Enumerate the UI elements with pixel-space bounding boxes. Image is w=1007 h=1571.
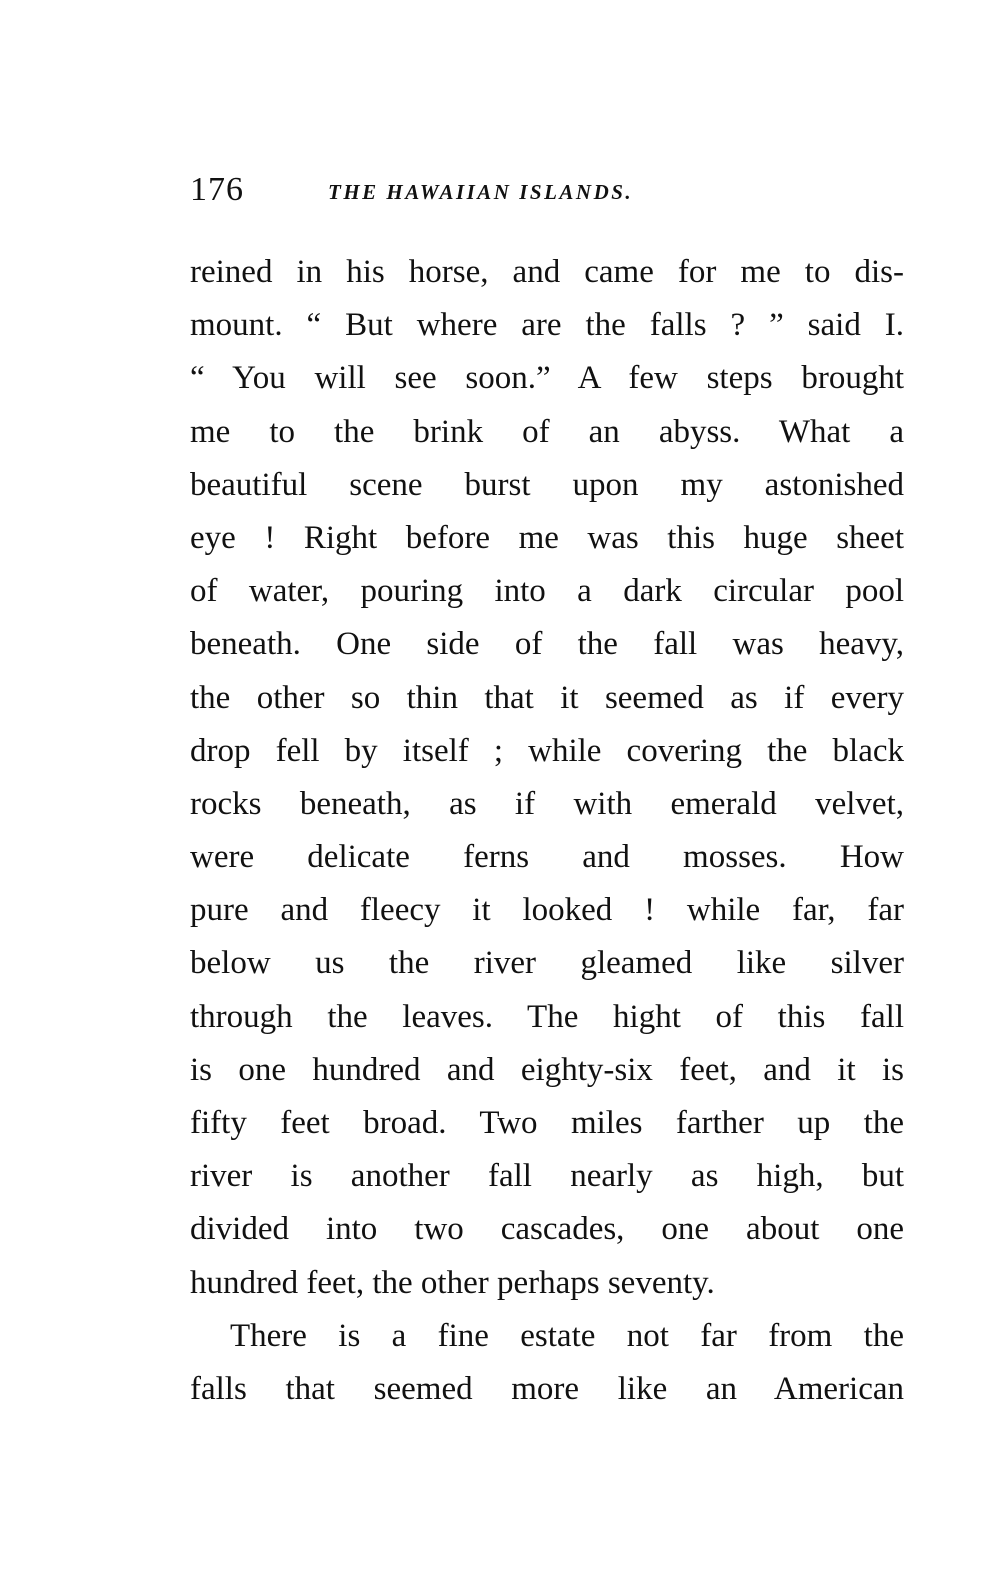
paragraph-2 [190,1310,904,1416]
text-line: falls that seemed more like an American [190,1370,904,1407]
text-line: were delicate ferns and mosses. How [190,839,904,876]
page-number: 176 [190,171,244,208]
text-line: hundred feet, the other perhaps seventy. [190,1264,715,1301]
text-line: of water, pouring into a dark circular pool [190,573,904,610]
text-line: eye ! Right before me was this huge sheet [190,519,904,556]
paragraph-1 [190,246,904,1310]
text-line: fifty feet broad. Two miles farther up the [190,1105,904,1141]
text-line: me to the brink of an abyss. What a [190,413,904,450]
text-line: beneath. One side of the fall was heavy, [190,626,904,663]
text-line: “ You will see soon.” A few steps brought [190,360,904,397]
running-head [190,168,910,212]
text-line: reined in his horse, and came for me to dis- [190,254,904,290]
text-line: rocks beneath, as if with emerald velvet, [190,785,904,822]
text-line: river is another fall nearly as high, but [190,1158,904,1195]
text-line: pure and fleecy it looked ! while far, far [190,892,904,929]
running-title: THE HAWAIIAN ISLANDS. [328,180,634,204]
text-line: through the leaves. The hight of this fall [190,998,904,1035]
body-text [190,246,904,1416]
text-line: below us the river gleamed like silver [190,945,904,982]
text-line: drop fell by itself ; while covering the black [190,732,904,769]
text-line: mount. “ But where are the falls ? ” said I. [190,307,904,344]
text-line: divided into two cascades, one about one [190,1211,904,1248]
text-line: is one hundred and eighty-six feet, and it is [190,1051,904,1088]
text-line: beautiful scene burst upon my astonished [190,466,904,503]
text-line: There is a fine estate not far from the [230,1317,904,1354]
text-line: the other so thin that it seemed as if every [190,679,904,716]
